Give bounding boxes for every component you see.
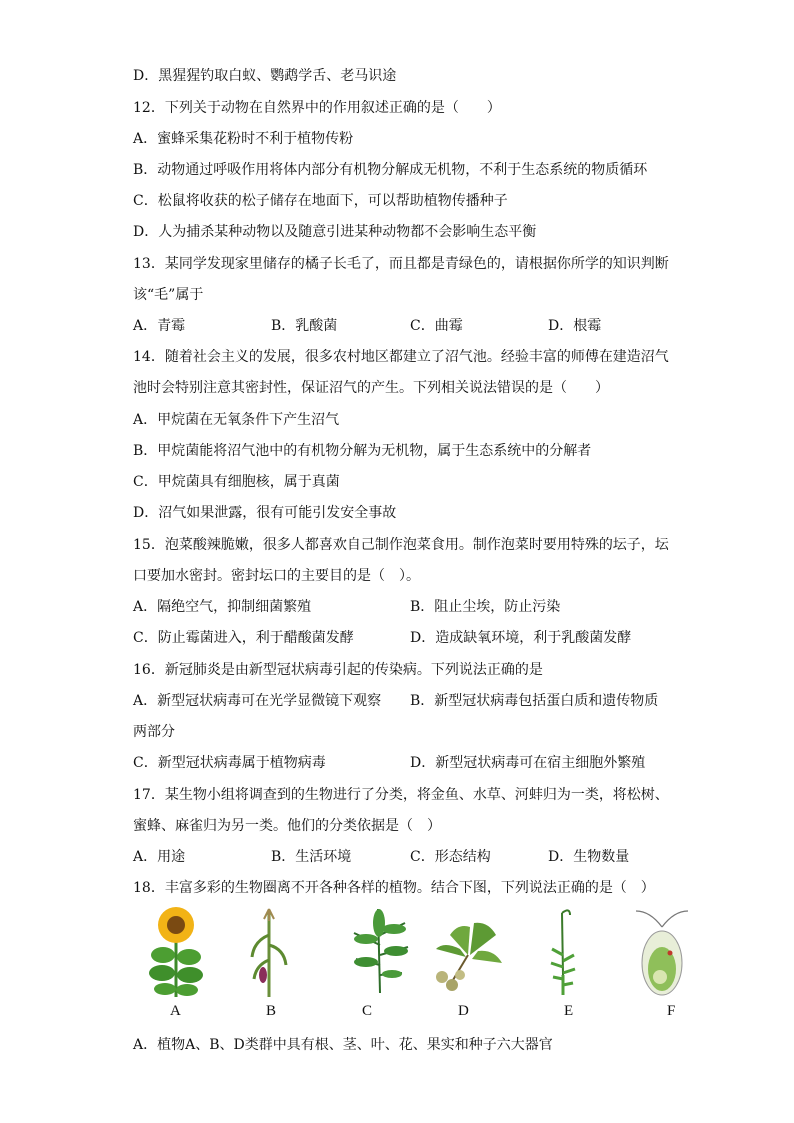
figure-label-c: C xyxy=(362,1003,373,1019)
q15-stem-line1: 15．泡菜酸辣脆嫩，很多人都喜欢自己制作泡菜食用。制作泡菜时要用特殊的坛子，坛 xyxy=(133,537,669,553)
q14-option-a: A．甲烷菌在无氧条件下产生沼气 xyxy=(133,412,340,428)
q15-option-c: C．防止霉菌进入，利于醋酸菌发酵 xyxy=(133,630,354,646)
q15-option-a: A．隔绝空气，抑制细菌繁殖 xyxy=(133,599,312,615)
q13-stem-line1: 13．某同学发现家里储存的橘子长毛了，而且都是青绿色的，请根据你所学的知识判断 xyxy=(133,256,669,272)
fern-illustration xyxy=(350,905,412,997)
q17-option-d: D．生物数量 xyxy=(548,849,630,865)
q13-option-a: A．青霉 xyxy=(133,318,186,334)
q15-option-d: D．造成缺氧环境，利于乳酸菌发酵 xyxy=(410,630,632,646)
q13-stem-line2: 该“毛”属于 xyxy=(133,287,204,303)
q13-option-b: B．乳酸菌 xyxy=(271,318,338,334)
q14-stem-line1: 14．随着社会主义的发展，很多农村地区都建立了沼气池。经验丰富的师傅在建造沼气 xyxy=(133,349,669,365)
q17-option-b: B．生活环境 xyxy=(271,849,352,865)
plant-figure xyxy=(140,905,740,1030)
q12-option-a: A．蜜蜂采集花粉时不利于植物传粉 xyxy=(133,131,354,147)
q14-stem-line2: 池时会特别注意其密封性，保证沼气的产生。下列相关说法错误的是（ ） xyxy=(133,380,609,396)
figure-label-a: A xyxy=(170,1003,181,1019)
q18-option-a: A．植物A、B、D类群中具有根、茎、叶、花、果实和种子六大器官 xyxy=(133,1037,553,1053)
figure-label-b: B xyxy=(266,1003,277,1019)
q16-option-d: D．新型冠状病毒可在宿主细胞外繁殖 xyxy=(410,755,646,771)
q16-option-a: A．新型冠状病毒可在光学显微镜下观察 xyxy=(133,693,382,709)
q12-option-c: C．松鼠将收获的松子储存在地面下，可以帮助植物传播种子 xyxy=(133,193,508,209)
q15-stem-line2: 口要加水密封。密封坛口的主要目的是（ ）。 xyxy=(133,568,420,584)
q18-stem: 18．丰富多彩的生物圈离不开各种各样的植物。结合下图，下列说法正确的是（ ） xyxy=(133,880,655,896)
q17-option-c: C．形态结构 xyxy=(410,849,491,865)
q17-stem-line2: 蜜蜂、麻雀归为另一类。他们的分类依据是（ ） xyxy=(133,818,441,834)
q12-option-b: B．动物通过呼吸作用将体内部分有机物分解成无机物，不利于生态系统的物质循环 xyxy=(133,162,648,178)
ginkgo-illustration xyxy=(430,915,506,995)
moss-illustration xyxy=(548,905,578,997)
q16-option-c: C．新型冠状病毒属于植物病毒 xyxy=(133,755,326,771)
q16-stem: 16．新冠肺炎是由新型冠状病毒引起的传染病。下列说法正确的是 xyxy=(133,662,543,678)
q11-option-d: D．黑猩猩钓取白蚁、鹦鹉学舌、老马识途 xyxy=(133,68,397,84)
sunflower-illustration xyxy=(145,905,207,997)
figure-label-e: E xyxy=(564,1003,574,1019)
q14-option-d: D．沼气如果泄露，很有可能引发安全事故 xyxy=(133,505,397,521)
q14-option-c: C．甲烷菌具有细胞核，属于真菌 xyxy=(133,474,340,490)
q16-option-b: B．新型冠状病毒包括蛋白质和遗传物质 xyxy=(410,693,659,709)
q17-option-a: A．用途 xyxy=(133,849,186,865)
q16-option-b-cont: 两部分 xyxy=(133,724,175,740)
q13-option-d: D．根霉 xyxy=(548,318,602,334)
q15-option-b: B．阻止尘埃，防止污染 xyxy=(410,599,561,615)
q17-stem-line1: 17．某生物小组将调查到的生物进行了分类，将金鱼、水草、河蚌归为一类，将松树、 xyxy=(133,787,669,803)
figure-label-f: F xyxy=(667,1003,676,1019)
chlamydomonas-illustration xyxy=(630,907,694,997)
q12-stem: 12．下列关于动物在自然界中的作用叙述正确的是（ ） xyxy=(133,100,501,116)
corn-illustration xyxy=(250,905,288,997)
q14-option-b: B．甲烷菌能将沼气池中的有机物分解为无机物，属于生态系统中的分解者 xyxy=(133,443,592,459)
q12-option-d: D．人为捕杀某种动物以及随意引进某种动物都不会影响生态平衡 xyxy=(133,224,537,240)
figure-label-d: D xyxy=(458,1003,469,1019)
q13-option-c: C．曲霉 xyxy=(410,318,463,334)
